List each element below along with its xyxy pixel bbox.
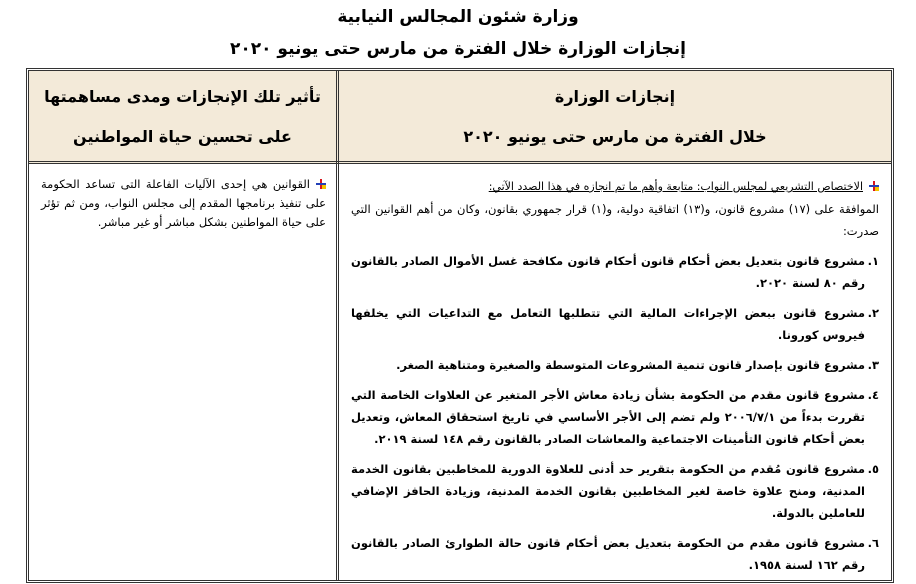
- header-impact-line2: على تحسين حياة المواطنين: [73, 127, 292, 146]
- impact-text: القوانين هي إحدى الآليات الفاعلة التى تساعد الحكومة على تنفيذ برنامجها المقدم إلى مجلس النواب، ومن ثم تؤثر على حياة المواطنين بشكل مباشر أو غير مباشر.: [41, 177, 326, 229]
- item-number: ٤.: [867, 388, 879, 402]
- header-achievements-line1: إنجازات الوزارة: [554, 87, 676, 106]
- header-impact: [29, 71, 336, 161]
- item-text: مشروع قانون مُقدم من الحكومة بتقرير حد أدنى للعلاوة الدورية للمخاطبين بقانون الخدمة المدنية، ومنح علاوة خاصة لغير المخاطبين بقانون الخدمة المدنية، وزيادة الحافز الإضافي للعاملين بالدولة.: [351, 462, 865, 520]
- header-impact-line1: تأثير تلك الإنجازات ومدى مساهمتها: [44, 87, 321, 106]
- list-item: [351, 354, 879, 376]
- item-number: ١.: [867, 254, 879, 268]
- period-subtitle: إنجازات الوزارة خلال الفترة من مارس حتى يونيو ٢٠٢٠: [229, 39, 686, 59]
- header-achievements-line2: خلال الفترة من مارس حتى يونيو ٢٠٢٠: [463, 127, 767, 146]
- approval-summary: الموافقة على (١٧) مشروع قانون، و(١٣) اتفاقية دولية، و(١) قرار جمهوري بقانون، وكان من أهم القوانين التي صدرت:: [351, 202, 879, 238]
- achievements-table: [26, 68, 894, 583]
- list-item: [351, 250, 879, 294]
- item-text: مشروع قانون مقدم من الحكومة بتعديل بعض أحكام قانون حالة الطوارئ الصادر بالقانون رقم ١٦٢ لسنة ١٩٥٨.: [351, 536, 865, 572]
- legislative-intro: [351, 175, 879, 198]
- laws-list: [351, 250, 879, 576]
- item-number: ٥.: [867, 462, 879, 476]
- achievements-cell: [351, 175, 879, 584]
- colored-cross-bullet-icon: [869, 181, 879, 191]
- item-text: مشروع قانون بإصدار قانون تنمية المشروعات المتوسطة والصغيرة ومتناهية الصغر.: [396, 358, 865, 372]
- item-number: ٣.: [867, 358, 879, 372]
- header-achievements: [339, 71, 891, 161]
- list-item: [351, 384, 879, 450]
- item-text: مشروع قانون مقدم من الحكومة بشأن زيادة معاش الأجر المتغير عن العلاوات الخاصة التي تقررت بدءاً من ٢٠٠٦/٧/١ ولم تضم إلى الأجر الأساسي في تاريخ استحقاق المعاش، وتعديل بعض أحكام قانون التأمينات الاجتماعية والمعاشات الصادر بالقانون رقم ١٤٨ لسنة ٢٠١٩.: [351, 388, 866, 446]
- item-number: ٢.: [867, 306, 879, 320]
- item-text: مشروع قانون ببعض الإجراءات المالية التي تتطلبها التعامل مع التداعيات التي يخلفها فيروس كورونا.: [351, 306, 865, 342]
- list-item: [351, 302, 879, 346]
- item-number: ٦.: [867, 536, 879, 550]
- ministry-title: وزارة شئون المجالس النيابية: [337, 7, 579, 27]
- colored-cross-bullet-icon: [316, 179, 326, 189]
- item-text: مشروع قانون بتعديل بعض أحكام قانون أحكام قانون مكافحة غسل الأموال الصادر بالقانون رقم ٨٠ لسنة ٢٠٢٠.: [351, 254, 865, 290]
- intro-text: الاختصاص التشريعي لمجلس النواب: متابعة وأهم ما تم انجازه في هذا الصدد الآتي:: [488, 180, 863, 193]
- list-item: [351, 532, 879, 576]
- list-item: [351, 458, 879, 524]
- impact-cell: [41, 175, 326, 232]
